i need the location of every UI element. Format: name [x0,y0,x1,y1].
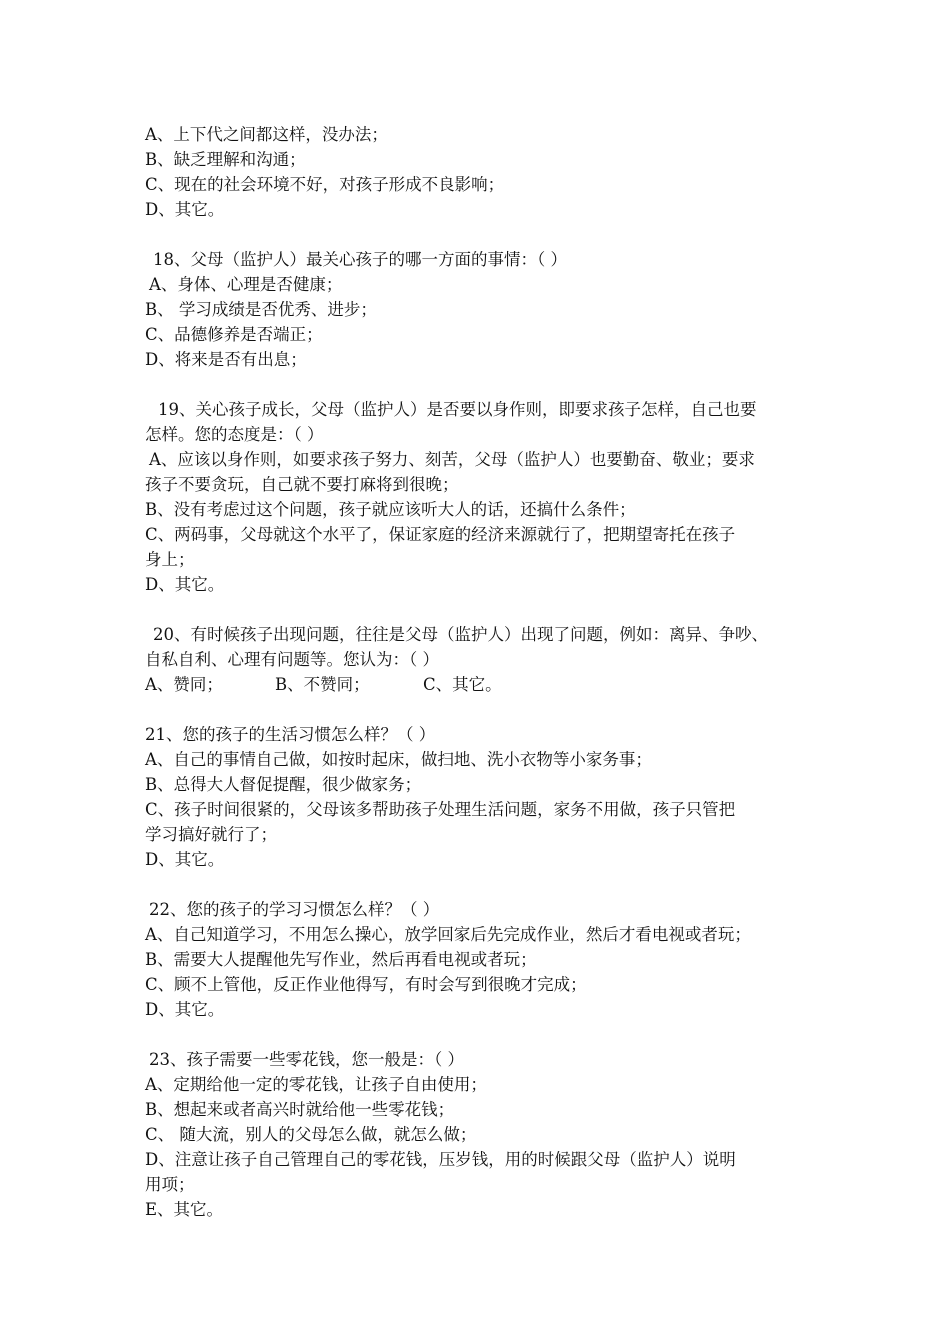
q22-option-d: D、其它。 [145,1000,225,1019]
q22-question: 22、您的孩子的学习习惯怎么样？（ ） [149,900,440,919]
q21-option-b: B、总得大人督促提醒，很少做家务； [145,775,422,794]
q17-option-b: B、缺乏理解和沟通； [145,150,306,169]
q23-option-b: B、想起来或者高兴时就给他一些零花钱； [145,1100,455,1119]
q23-option-d-line1: D、注意让孩子自己管理自己的零花钱，压岁钱，用的时候跟父母（监护人）说明 [145,1150,736,1169]
q23-question: 23、孩子需要一些零花钱，您一般是：（ ） [149,1050,464,1069]
question-17-options [145,122,825,222]
q21-option-d: D、其它。 [145,850,225,869]
q21-question: 21、您的孩子的生活习惯怎么样？（ ） [145,725,436,744]
q19-option-d: D、其它。 [145,575,225,594]
question-18 [145,247,825,372]
q20-option-c: C、其它。 [423,675,502,694]
question-19 [145,397,825,597]
question-20 [145,622,825,697]
q17-option-d: D、其它。 [145,200,225,219]
q23-option-c: C、 随大流，别人的父母怎么做，就怎么做； [145,1125,477,1144]
q22-option-a: A、自己知道学习，不用怎么操心，放学回家后先完成作业，然后才看电视或者玩； [145,925,751,944]
q22-option-b: B、需要大人提醒他先写作业，然后再看电视或者玩； [145,950,537,969]
q18-option-c: C、品德修养是否端正； [145,325,323,344]
q19-question-line2: 怎样。您的态度是：（ ） [145,425,324,444]
q18-option-a: A、身体、心理是否健康； [149,275,343,294]
question-23 [145,1047,825,1222]
q19-option-a-line2: 孩子不要贪玩，自己就不要打麻将到很晚； [145,475,459,494]
q23-option-d-line2: 用项； [145,1175,195,1194]
q23-option-e: E、其它。 [145,1200,224,1219]
q20-question-line2: 自私自利、心理有问题等。您认为：（ ） [145,650,439,669]
q20-options-row [145,672,825,697]
q17-option-c: C、现在的社会环境不好，对孩子形成不良影响； [145,175,505,194]
q18-option-b: B、 学习成绩是否优秀、进步； [145,300,377,319]
q19-option-a-line1: A、应该以身作则，如要求孩子努力、刻苦，父母（监护人）也要勤奋、敬业；要求 [149,450,755,469]
q19-question-line1: 19、关心孩子成长，父母（监护人）是否要以身作则，即要求孩子怎样，自己也要 [158,400,757,419]
q19-option-c-line1: C、两码事，父母就这个水平了，保证家庭的经济来源就行了，把期望寄托在孩子 [145,525,736,544]
q20-question-line1: 20、有时候孩子出现问题，往往是父母（监护人）出现了问题，例如：离异、争吵、 [153,625,768,644]
q20-option-a: A、赞同； [145,675,223,694]
q23-option-a: A、定期给他一定的零花钱，让孩子自由使用； [145,1075,487,1094]
q21-option-c-line1: C、孩子时间很紧的，父母该多帮助孩子处理生活问题，家务不用做，孩子只管把 [145,800,736,819]
question-22 [145,897,825,1022]
q18-question: 18、父母（监护人）最关心孩子的哪一方面的事情：（ ） [153,250,567,269]
document-page [145,122,825,1222]
question-21 [145,722,825,872]
q17-option-a: A、上下代之间都这样，没办法； [145,125,388,144]
q22-option-c: C、顾不上管他，反正作业他得写，有时会写到很晚才完成； [145,975,587,994]
q19-option-c-line2: 身上； [145,550,195,569]
q21-option-c-line2: 学习搞好就行了； [145,825,277,844]
q21-option-a: A、自己的事情自己做，如按时起床，做扫地、洗小衣物等小家务事； [145,750,652,769]
q20-option-b: B、不赞同； [275,675,370,694]
q18-option-d: D、将来是否有出息； [145,350,307,369]
q19-option-b: B、没有考虑过这个问题，孩子就应该听大人的话，还搞什么条件； [145,500,636,519]
